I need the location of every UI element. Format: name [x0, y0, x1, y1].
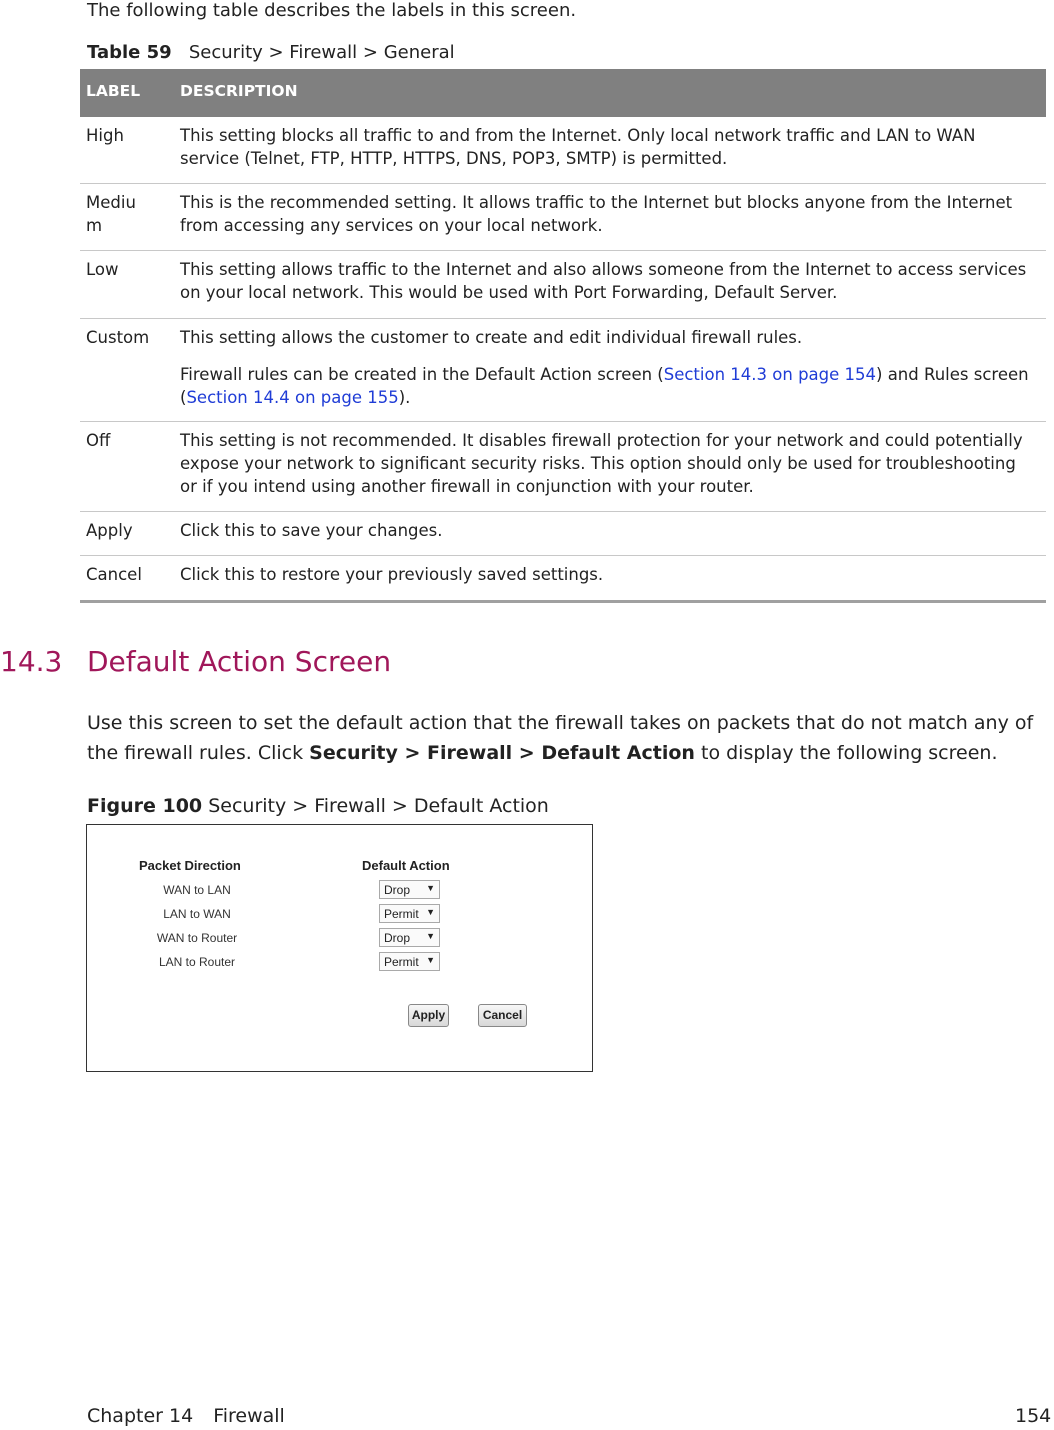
table-row [80, 512, 1046, 556]
chevron-down-icon: ▼ [426, 931, 435, 941]
table-row [80, 556, 1046, 603]
row-description [180, 191, 1030, 237]
labels-table [80, 69, 1046, 603]
custom-extra-pre: Firewall rules can be created in the Default Action screen ( [180, 365, 664, 384]
default-action-header: Default Action [362, 858, 450, 873]
row-description [180, 326, 1030, 409]
action-select-lan-to-router[interactable] [379, 952, 440, 971]
table-row [80, 184, 1046, 251]
action-select-wan-to-router[interactable] [379, 928, 440, 947]
direction-lan-to-router: LAN to Router [158, 955, 236, 969]
row-description-text: This setting allows traffic to the Internet and also allows someone from the Internet to access services on your local network. This would be used with Port Forwarding, Default Server. [180, 260, 1027, 302]
footer-chapter: Chapter 14 [87, 1405, 194, 1427]
action-select-value: Drop [384, 883, 411, 897]
table-row [80, 251, 1046, 319]
action-select-lan-to-wan[interactable] [379, 904, 440, 923]
custom-extra-post: ). [398, 388, 411, 407]
section-number: 14.3 [0, 645, 63, 678]
table-caption-label: Table 59 [87, 42, 172, 63]
action-select-value: Drop [384, 931, 411, 945]
row-description [180, 124, 1030, 170]
chevron-down-icon: ▼ [426, 907, 435, 917]
row-label: High [86, 126, 124, 145]
direction-wan-to-lan: WAN to LAN [163, 883, 231, 897]
para-text-end: to display the following screen. [694, 742, 998, 764]
table-caption-title: Security > Firewall > General [188, 42, 455, 63]
cancel-button[interactable]: Cancel [478, 1004, 527, 1027]
custom-extra-text [180, 363, 1030, 409]
header-description: DESCRIPTION [180, 82, 298, 100]
row-label: Apply [86, 521, 133, 540]
table-row [80, 422, 1046, 512]
table-row [80, 319, 1046, 422]
figure-caption-title: Security > Firewall > Default Action [208, 795, 549, 817]
row-description [180, 429, 1030, 498]
figure-caption-label: Figure 100 [87, 795, 203, 817]
row-description-text: Click this to restore your previously saved settings. [180, 565, 604, 584]
row-description [180, 563, 1030, 586]
section-14-4-link[interactable]: Section 14.4 on page 155 [186, 388, 399, 407]
row-label: Mediu m [86, 193, 136, 235]
table-row [80, 117, 1046, 184]
row-description-text: Click this to save your changes. [180, 521, 443, 540]
row-label: Off [86, 431, 111, 450]
action-select-wan-to-lan[interactable] [379, 880, 440, 899]
row-description-text: This setting blocks all traffic to and from the Internet. Only local network traffic and LAN to WAN service (Telnet, FTP, HTTP, HTTPS, DNS, POP3, SMTP) is permitted. [180, 126, 976, 168]
chevron-down-icon: ▼ [426, 955, 435, 965]
row-description [180, 258, 1030, 304]
row-description-text: This setting is not recommended. It disables firewall protection for your network and could potentially expose your network to significant security risks. This option should only be used for troubleshooting or if you intend using another firewall in conjunction with your router. [180, 431, 1023, 496]
section-paragraph [87, 708, 1047, 768]
row-description-text: This setting allows the customer to create and edit individual firewall rules. [180, 328, 803, 347]
custom-extra-mid: ) and Rules screen ( [180, 365, 1029, 407]
action-select-value: Permit [384, 907, 419, 921]
page-footer [87, 1405, 285, 1427]
section-title: Default Action Screen [87, 645, 392, 678]
packet-direction-header: Packet Direction [139, 858, 241, 873]
header-label: LABEL [86, 82, 141, 100]
intro-text: The following table describes the labels in this screen. [87, 0, 577, 21]
apply-button[interactable]: Apply [408, 1004, 449, 1027]
action-select-value: Permit [384, 955, 419, 969]
page-number: 154 [1015, 1405, 1052, 1427]
chevron-down-icon: ▼ [426, 883, 435, 893]
para-text: Use this screen to set the default action that the firewall takes on packets that do not match any of the firewall rules. Click [87, 712, 1034, 764]
direction-wan-to-router: WAN to Router [156, 931, 238, 945]
figure-caption [87, 795, 549, 817]
footer-title: Firewall [213, 1405, 285, 1427]
default-action-screenshot [86, 824, 593, 1072]
row-description [180, 519, 1030, 542]
menu-path: Security > Firewall > Default Action [309, 742, 695, 764]
row-description-text: This is the recommended setting. It allows traffic to the Internet but blocks anyone from the Internet from accessing any services on your local network. [180, 193, 1013, 235]
row-label: Cancel [86, 565, 142, 584]
row-label: Low [86, 260, 119, 279]
row-label: Custom [86, 328, 150, 347]
table-caption [87, 42, 455, 63]
table-header [80, 69, 1046, 117]
direction-lan-to-wan: LAN to WAN [163, 907, 231, 921]
section-14-3-link[interactable]: Section 14.3 on page 154 [663, 365, 877, 384]
